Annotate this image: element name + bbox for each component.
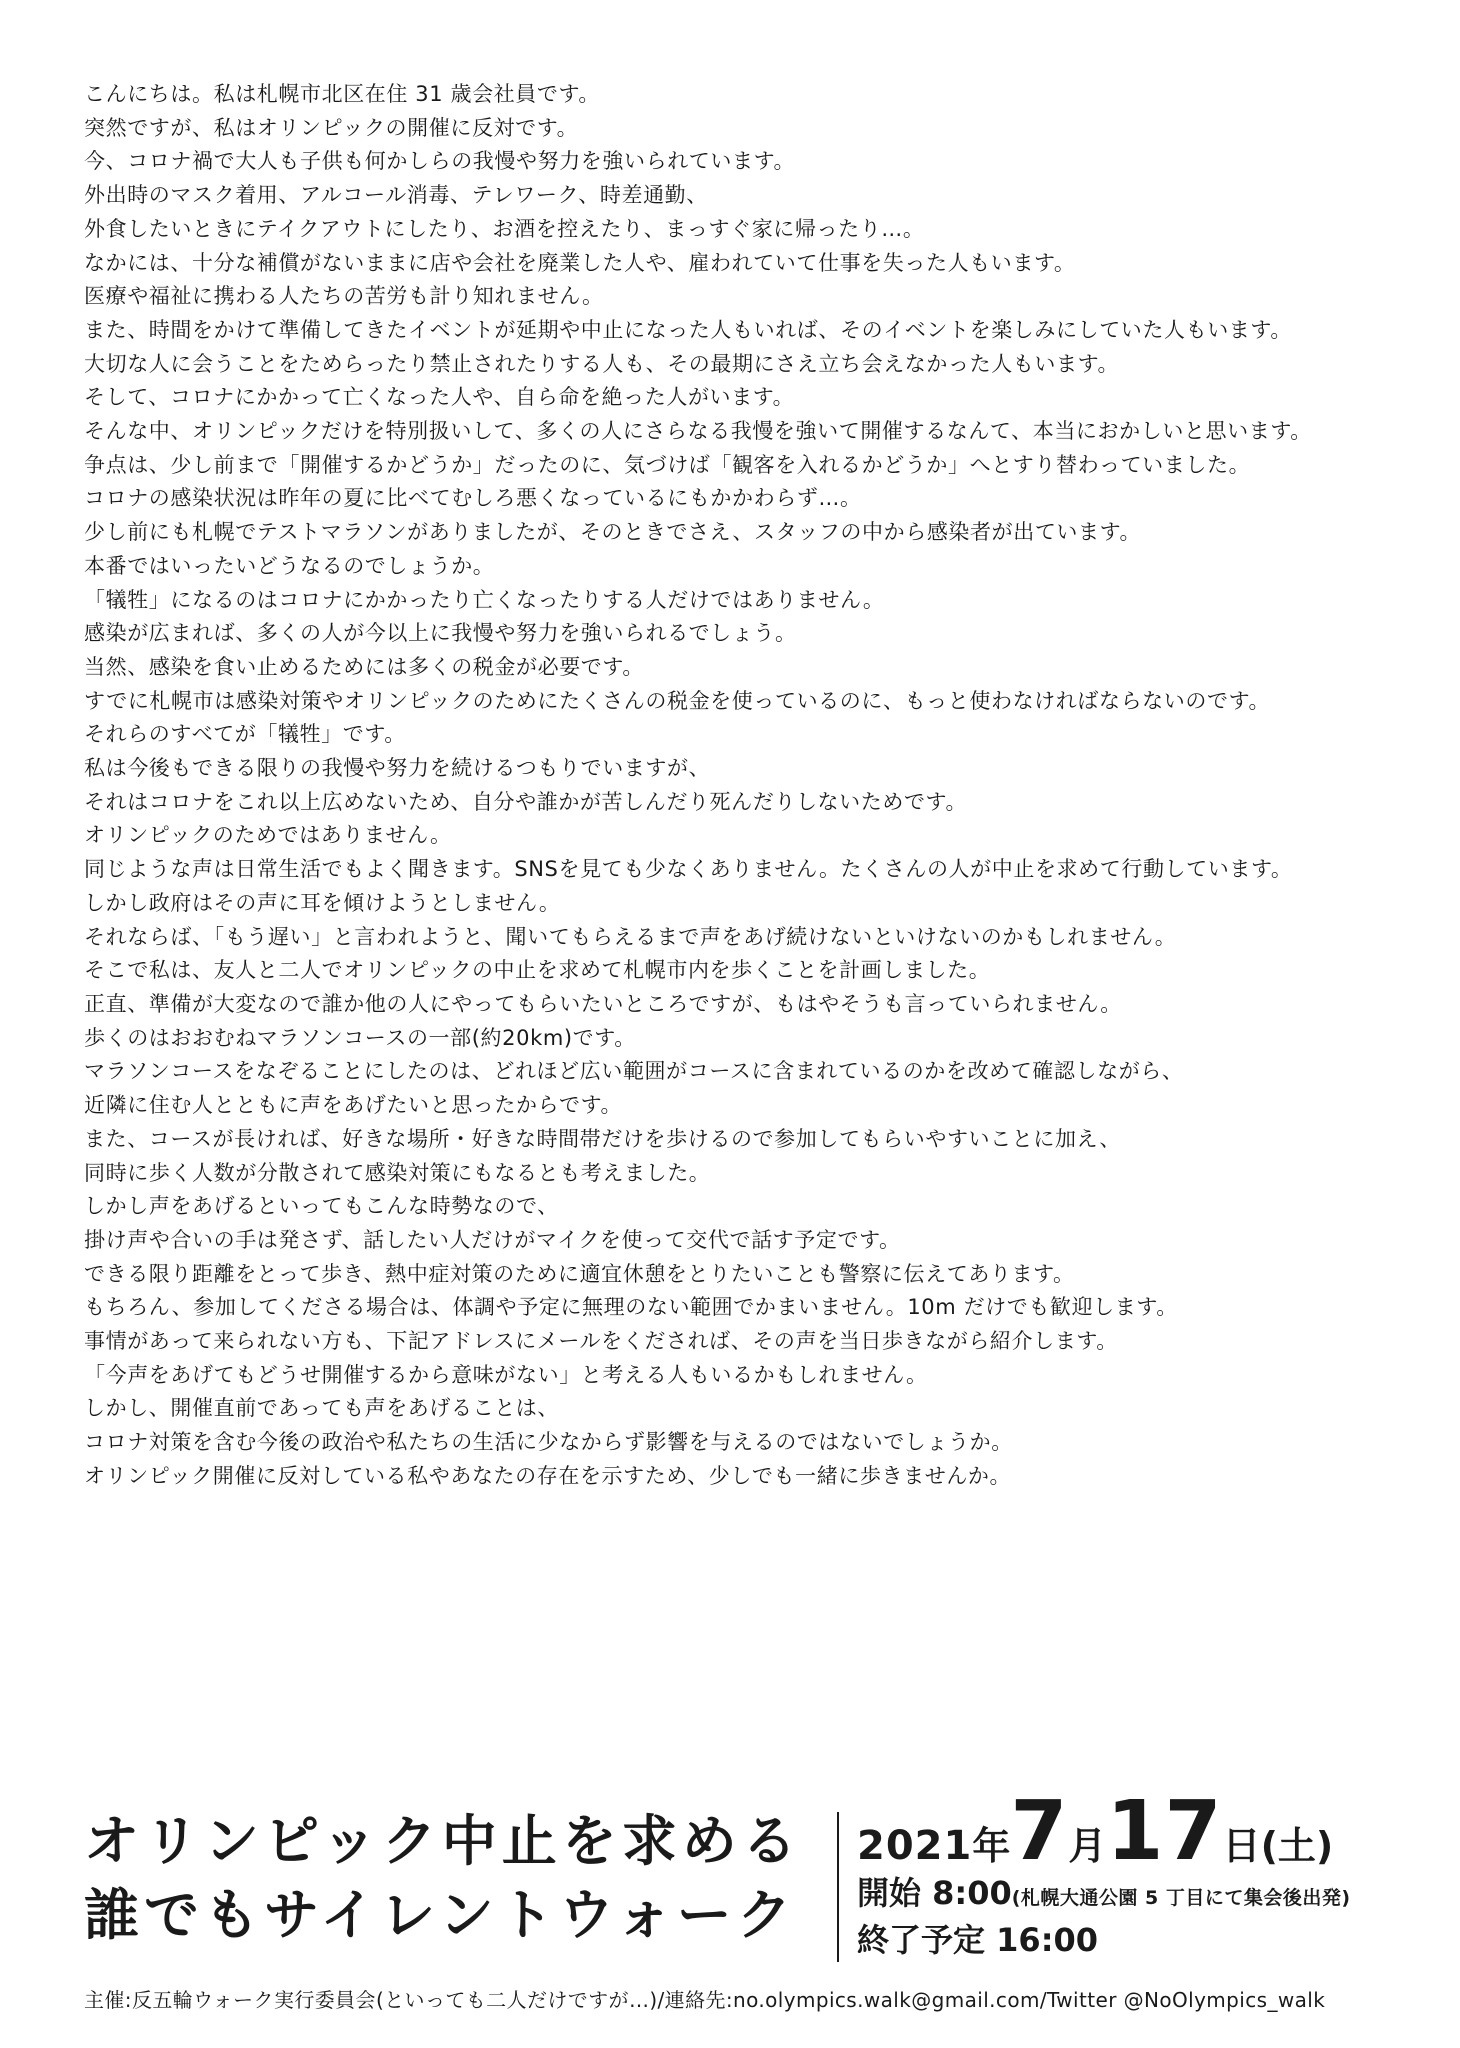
body-line: コロナ対策を含む今後の政治や私たちの生活に少なからず影響を与えるのではないでしょうか。 — [84, 1430, 1013, 1455]
body-line: 争点は、少し前まで「開催するかどうか」だったのに、気づけば「観客を入れるかどうか」へとすり替わっていました。 — [84, 452, 1251, 477]
date-day: 17 — [1106, 1784, 1223, 1879]
body-line: 本番ではいったいどうなるのでしょうか。 — [84, 553, 495, 578]
body-line: オリンピック開催に反対している私やあなたの存在を示すため、少しでも一緒に歩きませんか。 — [84, 1463, 1012, 1488]
body-line: 感染が広まれば、多くの人が今以上に我慢や努力を強いられるでしょう。 — [84, 621, 797, 646]
vertical-divider — [837, 1812, 839, 1962]
body-line: 同時に歩く人数が分散されて感染対策にもなるとも考えました。 — [84, 1160, 711, 1185]
body-line: 今、コロナ禍で大人も子供も何かしらの我慢や努力を強いられています。 — [84, 149, 796, 174]
start-note: (札幌大通公園 5 丁目にて集会後出発) — [1011, 1887, 1351, 1909]
title-line-2: 誰でもサイレントウォーク — [84, 1883, 797, 1947]
body-line: しかし政府はその声に耳を傾けようとしません。 — [84, 890, 561, 915]
body-line: 大切な人に会うことをためらったり禁止されたりする人も、その最期にさえ立ち会えなかった人もいます。 — [84, 351, 1120, 376]
body-line: それはコロナをこれ以上広めないため、自分や誰かが苦しんだり死んだりしないためです。 — [84, 789, 968, 814]
body-line: 「犠牲」になるのはコロナにかかったり亡くなったりする人だけではありません。 — [84, 587, 885, 612]
body-line: なかには、十分な補償がないままに店や会社を廃業した人や、雇われていて仕事を失った人もいます。 — [84, 250, 1076, 275]
body-text — [84, 78, 1384, 1494]
event-info — [857, 1784, 1417, 1961]
body-line: 当然、感染を食い止めるためには多くの税金が必要です。 — [84, 654, 644, 679]
body-line: もちろん、参加してくださる場合は、体調や予定に無理のない範囲でかまいません。10m だけでも歓迎します。 — [84, 1295, 1178, 1320]
event-footer — [84, 1784, 1384, 1980]
body-line: 正直、準備が大変なので誰か他の人にやってもらいたいところですが、もはやそうも言っていられません。 — [84, 991, 1122, 1016]
body-line: そこで私は、友人と二人でオリンピックの中止を求めて札幌市内を歩くことを計画しました。 — [84, 958, 991, 983]
start-time: 8:00 — [932, 1874, 1012, 1912]
body-line: コロナの感染状況は昨年の夏に比べてむしろ悪くなっているにもかかわらず…。 — [84, 486, 862, 511]
body-line: できる限り距離をとって歩き、熱中症対策のために適宜休憩をとりたいことも警察に伝えてあります。 — [84, 1261, 1075, 1286]
body-line: マラソンコースをなぞることにしたのは、どれほど広い範囲がコースに含まれているのかを改めて確認しながら、 — [84, 1059, 1184, 1084]
end-label: 終了予定 — [857, 1921, 986, 1959]
date-day-unit: 日 — [1222, 1824, 1261, 1868]
date-year: 2021 — [857, 1823, 973, 1869]
date-month-unit: 月 — [1068, 1824, 1107, 1868]
body-line: 私は今後もできる限りの我慢や努力を続けるつもりでいますが、 — [84, 756, 711, 781]
start-label: 開始 — [857, 1874, 922, 1912]
body-line: 事情があって来られない方も、下記アドレスにメールをくだされば、その声を当日歩きながら紹介します。 — [84, 1329, 1118, 1354]
body-line: 外食したいときにテイクアウトにしたり、お酒を控えたり、まっすぐ家に帰ったり…。 — [84, 216, 925, 241]
body-line: それならば、「もう遅い」と言われようと、聞いてもらえるまで声をあげ続けないといけないのかもしれません。 — [84, 924, 1177, 949]
body-line: また、コースが長ければ、好きな場所・好きな時間帯だけを歩けるので参加してもらいやすいことに加え、 — [84, 1126, 1122, 1151]
event-date — [857, 1784, 1417, 1879]
body-line: 少し前にも札幌でテストマラソンがありましたが、そのときでさえ、スタッフの中から感染者が出ています。 — [84, 520, 1142, 545]
body-line: 外出時のマスク着用、アルコール消毒、テレワーク、時差通勤、 — [84, 183, 708, 208]
start-time-row — [857, 1872, 1417, 1919]
date-year-unit: 年 — [972, 1824, 1011, 1868]
body-line: 同じような声は日常生活でもよく聞きます。SNSを見ても少なくありません。たくさんの人が中止を求めて行動しています。 — [84, 857, 1293, 882]
body-line: しかし、開催直前であっても声をあげることは、 — [84, 1396, 559, 1421]
body-line: 医療や福祉に携わる人たちの苦労も計り知れません。 — [84, 284, 604, 309]
date-weekday: (土) — [1260, 1824, 1334, 1868]
body-line: 掛け声や合いの手は発さず、話したい人だけがマイクを使って交代で話す予定です。 — [84, 1227, 901, 1252]
body-line: オリンピックのためではありません。 — [84, 823, 452, 848]
event-title — [84, 1804, 814, 1952]
organizer-credits: 主催:反五輪ウォーク実行委員会(といっても二人だけですが…)/連絡先:no.olympics.walk@gmail.com/Twitter @NoOlympics_walk — [84, 1988, 1326, 2012]
end-time: 16:00 — [996, 1921, 1099, 1959]
body-line: 突然ですが、私はオリンピックの開催に反対です。 — [84, 115, 579, 140]
body-line: 「今声をあげてもどうせ開催するから意味がない」と考える人もいるかもしれません。 — [84, 1362, 928, 1387]
body-line: すでに札幌市は感染対策やオリンピックのためにたくさんの税金を使っているのに、もっと使わなければならないのです。 — [84, 688, 1271, 713]
body-line: そんな中、オリンピックだけを特別扱いして、多くの人にさらなる我慢を強いて開催するなんて、本当におかしいと思います。 — [84, 419, 1312, 444]
date-month: 7 — [1010, 1784, 1069, 1879]
body-line: 近隣に住む人とともに声をあげたいと思ったからです。 — [84, 1093, 623, 1118]
end-time-row — [857, 1919, 1417, 1961]
body-line: しかし声をあげるといってもこんな時勢なので、 — [84, 1194, 559, 1219]
title-line-1: オリンピック中止を求める — [84, 1809, 802, 1873]
body-line: こんにちは。私は札幌市北区在住 31 歳会社員です。 — [84, 82, 600, 106]
body-line: また、時間をかけて準備してきたイベントが延期や中止になった人もいれば、そのイベントを楽しみにしていた人もいます。 — [84, 317, 1292, 342]
body-line: それらのすべてが「犠牲」です。 — [84, 722, 406, 747]
body-line: 歩くのはおおむねマラソンコースの一部(約20km)です。 — [84, 1025, 636, 1050]
body-line: そして、コロナにかかって亡くなった人や、自ら命を絶った人がいます。 — [84, 385, 795, 410]
